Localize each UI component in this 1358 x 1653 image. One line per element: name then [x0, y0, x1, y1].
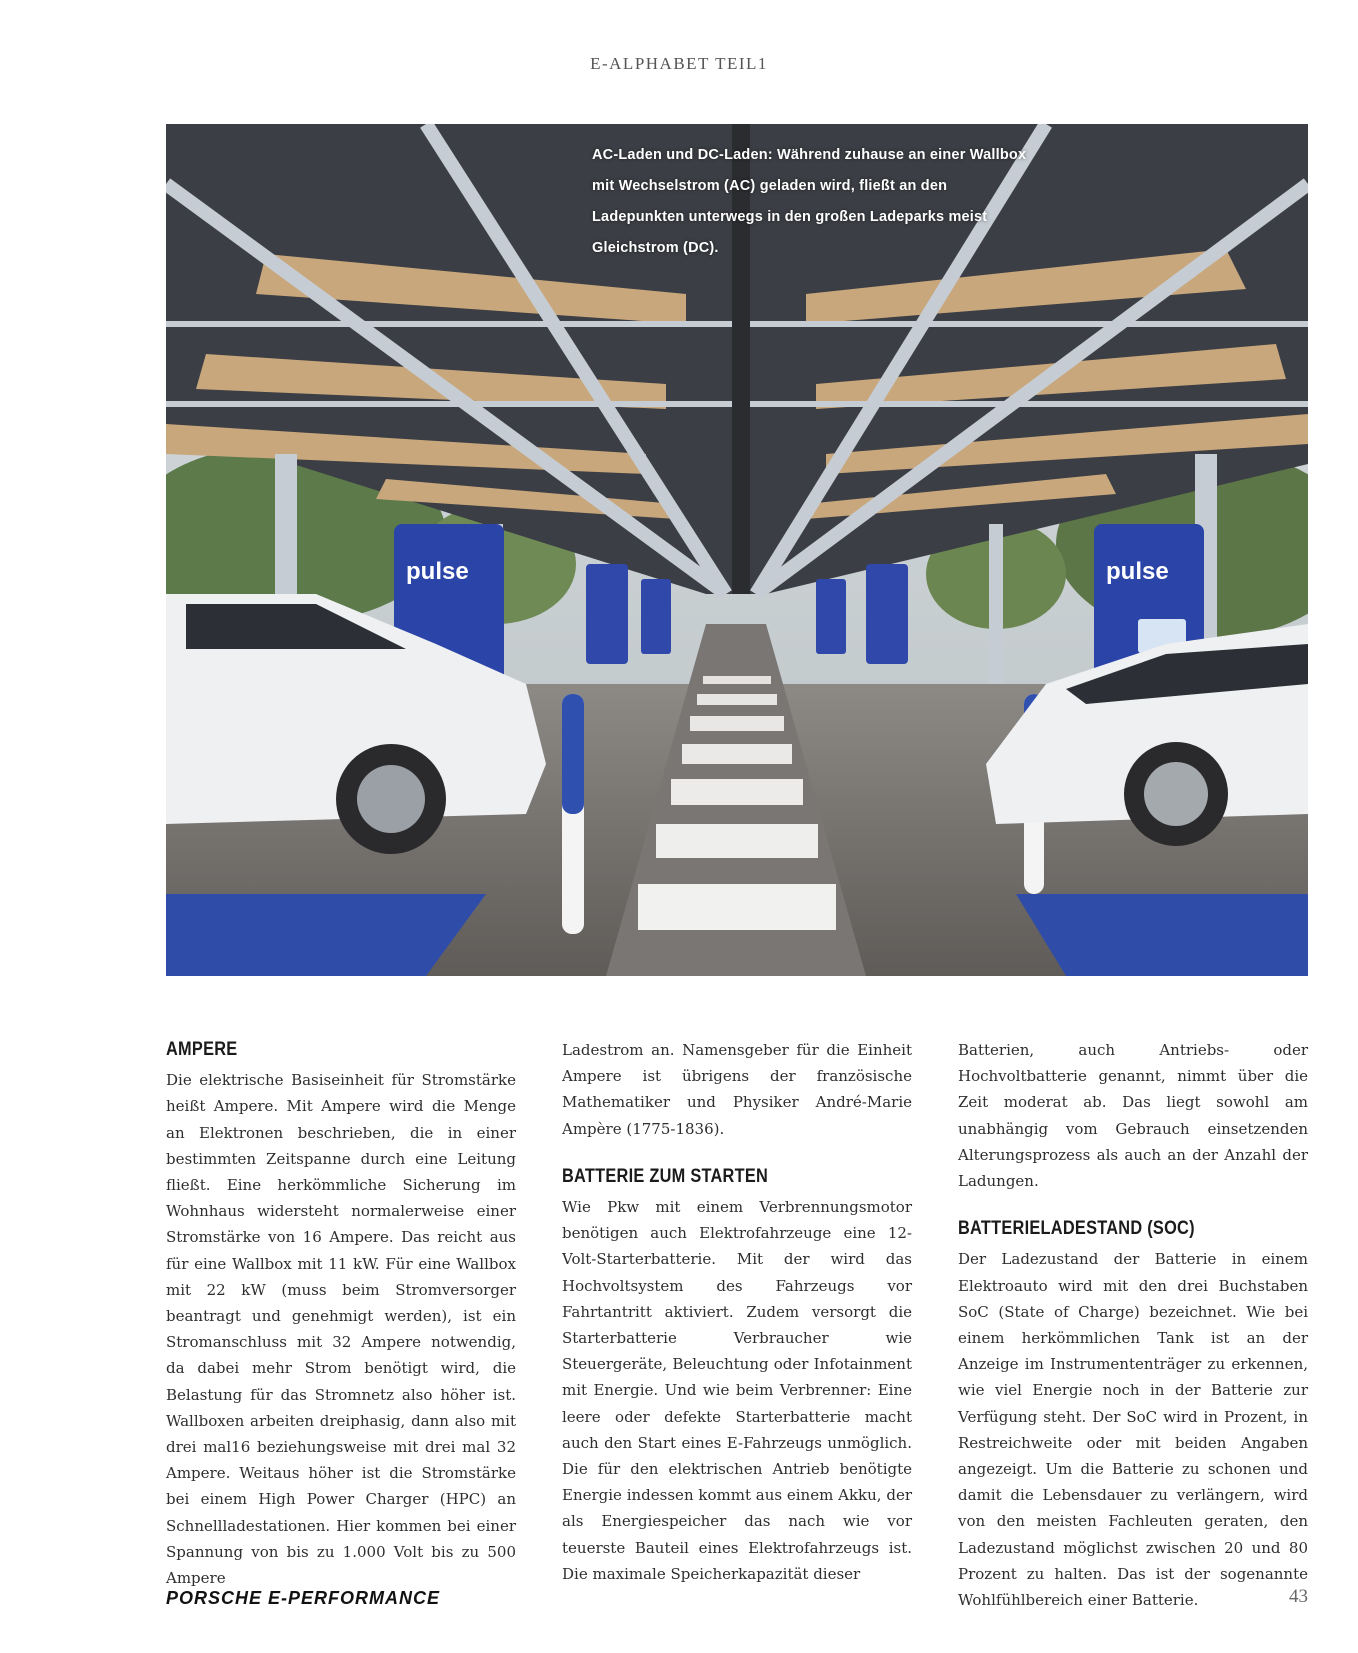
paragraph-batterie-zum-starten: Wie Pkw mit einem Verbrennungsmotor benötigen auch Elektrofahrzeuge eine 12-Volt-Starterbatterie. Mit der wird das Hochvoltsystem des Fahrzeugs vor Fahrtantritt aktiviert. Zudem versorgt die Starterbatterie Verbraucher wie Steuergeräte, Beleuchtung oder Infotainment mit Energie. Und wie beim Verbrenner: Eine leere oder defekte Starterbatterie macht auch den Start eines E-Fahrzeugs unmöglich. Die für den elektrischen Antrieb benötigte Energie indessen kommt aus einem Akku, der als Energiespeicher das nach wie vor teuerste Bauteil eines Elektrofahrzeugs ist. Die maximale Speicherkapazität dieser [562, 1198, 912, 1583]
footer-brand-logo: PORSCHE E-PERFORMANCE [166, 1588, 441, 1608]
svg-text:pulse: pulse [1106, 558, 1169, 585]
heading-ampere: AMPERE [166, 1039, 238, 1060]
photo-caption: AC-Laden und DC-Laden: Während zuhause an einer Wallbox mit Wechselstrom (AC) geladen wird, fließt an den Ladepunkten unterwegs in den großen Ladeparks meist Gleichstrom (DC). [592, 147, 1027, 256]
svg-text:pulse: pulse [406, 558, 469, 585]
heading-batterieladestand: BATTERIELADESTAND (SOC) [958, 1218, 1195, 1240]
running-head: E-ALPHABET TEIL1 [590, 54, 768, 73]
column-2 [562, 1037, 912, 1587]
column-3 [958, 1037, 1308, 1613]
paragraph-batterieladestand: Der Ladezustand der Batterie in einem Elektroauto wird mit den drei Buchstaben SoC (State of Charge) bezeichnet. Wie bei einem herkömmlichen Tank ist an der Anzeige im Instrumententräger zu erkennen, wie viel Energie noch in der Batterie zur Verfügung steht. Der SoC wird in Prozent, in Restreichweite oder mit beiden Angaben angezeigt. Um die Batterie zu schonen und damit die Lebensdauer zu verlängern, wird von den meisten Fachleuten geraten, den Ladezustand möglichst zwischen 20 und 80 Prozent zu halten. Das ist der sogenannte Wohlfühlbereich einer Batterie. [958, 1250, 1308, 1610]
page-number: 43 [1289, 1586, 1308, 1607]
paragraph-ampere-continued: Ladestrom an. Namensgeber für die Einheit Ampere ist übrigens der französische Mathematiker und Physiker André-Marie Ampère (1775-1836). [562, 1041, 912, 1138]
column-1 [166, 1037, 516, 1591]
heading-batterie-zum-starten: BATTERIE ZUM STARTEN [562, 1165, 769, 1187]
paragraph-batterie-continued: Batterien, auch Antriebs- oder Hochvoltbatterie genannt, nimmt über die Zeit moderat ab. Das liegt sowohl am unabhängig vom Gebrauch einsetzenden Alterungsprozess als auch an der Anzahl der Ladungen. [958, 1041, 1308, 1191]
paragraph-ampere: Die elektrische Basiseinheit für Stromstärke heißt Ampere. Mit Ampere wird die Menge an Elektronen beschrieben, die in einer bestimmten Zeitspanne durch eine Leitung fließt. Eine herkömmliche Sicherung im Wohnhaus widersteht normalerweise einer Stromstärke von 16 Ampere. Das reicht aus für eine Wallbox mit 11 kW. Für eine Wallbox mit 22 kW (muss beim Stromversorger beantragt und genehmigt werden), ist ein Stromanschluss mit 32 Ampere notwendig, da dabei mehr Strom benötigt wird, die Belastung für das Stromnetz also höher ist. Wallboxen arbeiten dreiphasig, dann also mit drei mal16 beziehungsweise mit drei mal 32 Ampere. Weitaus höher ist die Stromstärke bei einem High Power Charger (HPC) an Schnellladestationen. Hier kommen bei einer Spannung von bis zu 1.000 Volt bis zu 500 Ampere [166, 1071, 516, 1588]
